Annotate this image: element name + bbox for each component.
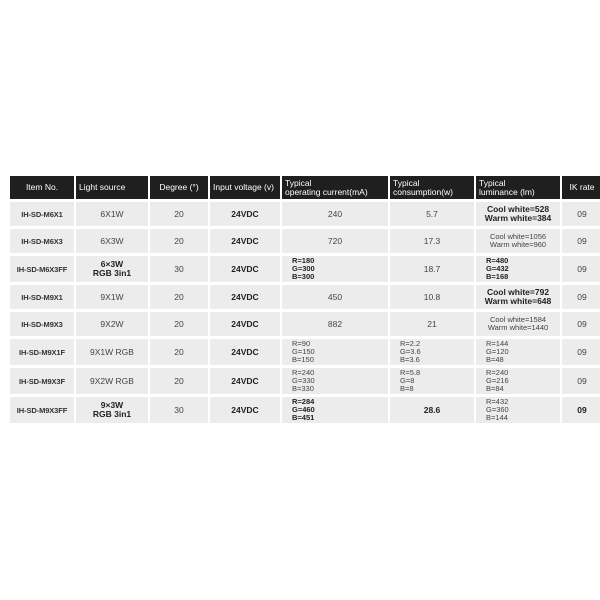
cell-luminance [476,229,560,253]
cell-degree: 20 [150,339,208,365]
cell-light-source [76,202,148,226]
header-consumption [390,176,474,199]
cell-consumption-line: B=3.6 [400,355,420,364]
cell-consumption [390,229,474,253]
cell-item-no: IH-SD-M6X3 [10,229,74,253]
cell-consumption-line: G=8 [400,376,415,385]
cell-operating-current-line: 240 [327,208,343,219]
cell-operating-current-line: R=284 [292,397,315,406]
cell-operating-current-line: B=330 [292,384,314,393]
cell-ik-rate: 09 [562,368,600,394]
cell-luminance-line: G=120 [486,347,509,356]
cell-ik-rate: 09 [562,312,600,336]
cell-ik-rate: 09 [562,339,600,365]
cell-input-voltage: 24VDC [210,229,280,253]
cell-operating-current [282,339,388,365]
cell-input-voltage: 24VDC [210,368,280,394]
cell-consumption-line: G=3.6 [400,347,421,356]
cell-luminance [476,256,560,282]
cell-light-source [76,312,148,336]
cell-luminance-line: Cool white=1056 [489,232,547,241]
header-current-line1: Typical [285,177,312,188]
cell-operating-current-line: 720 [327,235,343,246]
table-row [10,256,600,282]
cell-light-source-line: 9X2W RGB [90,375,134,386]
cell-ik-rate: 09 [562,256,600,282]
cell-light-source-line: 9X1W RGB [90,346,134,357]
cell-item-no: IH-SD-M9X3FF [10,397,74,423]
cell-luminance-line: B=168 [486,272,509,281]
cell-operating-current [282,256,388,282]
cell-consumption-line: 21 [427,318,437,329]
cell-operating-current-line: G=300 [292,264,315,273]
cell-operating-current [282,285,388,309]
cell-luminance-line: B=144 [486,413,508,422]
cell-operating-current-line: G=150 [292,347,315,356]
cell-input-voltage: 24VDC [210,256,280,282]
header-ik-rate: IK rate [562,176,600,199]
cell-operating-current-line: R=240 [292,368,315,377]
cell-operating-current [282,312,388,336]
cell-operating-current-line: R=180 [292,256,315,265]
cell-item-no: IH-SD-M9X1F [10,339,74,365]
cell-item-no: IH-SD-M9X3F [10,368,74,394]
cell-consumption-line: R=2.2 [400,339,421,348]
header-luminance-line1: Typical [479,177,506,188]
spec-table [8,173,600,426]
cell-consumption-line: 17.3 [423,235,441,246]
cell-luminance [476,285,560,309]
cell-light-source [76,256,148,282]
cell-operating-current-line: B=150 [292,355,314,364]
table-row [10,368,600,394]
cell-light-source-line: RGB 3in1 [92,268,132,278]
header-operating-current [282,176,388,199]
cell-consumption [390,285,474,309]
table-row [10,397,600,423]
cell-consumption-line: 5.7 [426,208,438,219]
cell-consumption-line: 28.6 [423,404,441,415]
cell-light-source-line: 9×3W [100,400,124,410]
cell-operating-current [282,397,388,423]
header-input-voltage: Input voltage (v) [210,176,280,199]
cell-consumption-line: 10.8 [423,291,441,302]
header-consumption-line1: Typical [393,177,420,188]
cell-light-source-line: 9X1W [100,291,124,302]
cell-light-source [76,285,148,309]
cell-item-no: IH-SD-M6X1 [10,202,74,226]
cell-light-source-line: 6×3W [100,259,124,269]
cell-consumption [390,312,474,336]
cell-luminance-line: R=240 [486,368,509,377]
cell-consumption-line: B=8 [400,384,414,393]
cell-input-voltage: 24VDC [210,202,280,226]
cell-operating-current-line: G=330 [292,376,315,385]
cell-degree: 30 [150,397,208,423]
cell-degree: 20 [150,368,208,394]
cell-consumption [390,397,474,423]
cell-luminance-line: Cool white=528 [486,204,550,214]
cell-ik-rate: 09 [562,229,600,253]
table-row [10,202,600,226]
cell-operating-current-line: 450 [327,291,343,302]
table-row [10,339,600,365]
cell-input-voltage: 24VDC [210,285,280,309]
cell-operating-current-line: B=300 [292,272,315,281]
cell-operating-current-line: 882 [327,318,343,329]
header-current-line2: operating current(mA) [285,186,368,197]
cell-operating-current [282,202,388,226]
table-row [10,229,600,253]
cell-input-voltage: 24VDC [210,397,280,423]
cell-luminance [476,339,560,365]
header-luminance-line2: luminance (lm) [479,186,535,197]
cell-luminance-line: Cool white=792 [486,287,550,297]
cell-light-source [76,368,148,394]
cell-luminance [476,202,560,226]
cell-luminance-line: Warm white=648 [484,296,552,306]
cell-operating-current-line: G=460 [292,405,315,414]
cell-luminance [476,368,560,394]
header-consumption-line2: consumption(w) [393,186,453,197]
header-degree: Degree (°) [150,176,208,199]
cell-light-source-line: 6X3W [100,235,124,246]
cell-light-source-line: RGB 3in1 [92,409,132,419]
cell-degree: 20 [150,202,208,226]
header-row [10,176,600,199]
cell-consumption-line: R=5.8 [400,368,421,377]
cell-item-no: IH-SD-M6X3FF [10,256,74,282]
cell-operating-current-line: B=451 [292,413,315,422]
cell-ik-rate: 09 [562,285,600,309]
table-row [10,312,600,336]
cell-operating-current [282,368,388,394]
cell-light-source-line: 6X1W [100,208,124,219]
cell-luminance-line: Warm white=1440 [487,323,549,332]
cell-operating-current-line: R=90 [292,339,311,348]
cell-luminance-line: R=144 [486,339,509,348]
cell-luminance-line: R=432 [486,397,509,406]
cell-degree: 20 [150,312,208,336]
cell-light-source [76,229,148,253]
cell-light-source-line: 9X2W [100,318,124,329]
cell-input-voltage: 24VDC [210,312,280,336]
cell-item-no: IH-SD-M9X1 [10,285,74,309]
cell-degree: 20 [150,229,208,253]
cell-consumption [390,202,474,226]
cell-consumption-line: 18.7 [423,263,441,274]
cell-item-no: IH-SD-M9X3 [10,312,74,336]
cell-ik-rate: 09 [562,202,600,226]
cell-luminance-line: Cool white=1584 [489,315,547,324]
cell-consumption [390,339,474,365]
cell-degree: 30 [150,256,208,282]
cell-ik-rate: 09 [562,397,600,423]
cell-luminance-line: B=84 [486,384,504,393]
cell-luminance [476,397,560,423]
cell-input-voltage: 24VDC [210,339,280,365]
header-item-no: Item No. [10,176,74,199]
cell-operating-current [282,229,388,253]
cell-luminance-line: R=480 [486,256,509,265]
cell-consumption [390,368,474,394]
header-light-source: Light source [76,176,148,199]
cell-light-source [76,339,148,365]
cell-degree: 20 [150,285,208,309]
header-luminance [476,176,560,199]
cell-light-source [76,397,148,423]
table-row [10,285,600,309]
cell-luminance-line: G=360 [486,405,509,414]
cell-luminance-line: Warm white=384 [484,213,552,223]
cell-luminance-line: B=48 [486,355,504,364]
cell-consumption [390,256,474,282]
cell-luminance-line: Warm white=960 [489,240,547,249]
cell-luminance-line: G=216 [486,376,509,385]
cell-luminance [476,312,560,336]
cell-luminance-line: G=432 [486,264,509,273]
